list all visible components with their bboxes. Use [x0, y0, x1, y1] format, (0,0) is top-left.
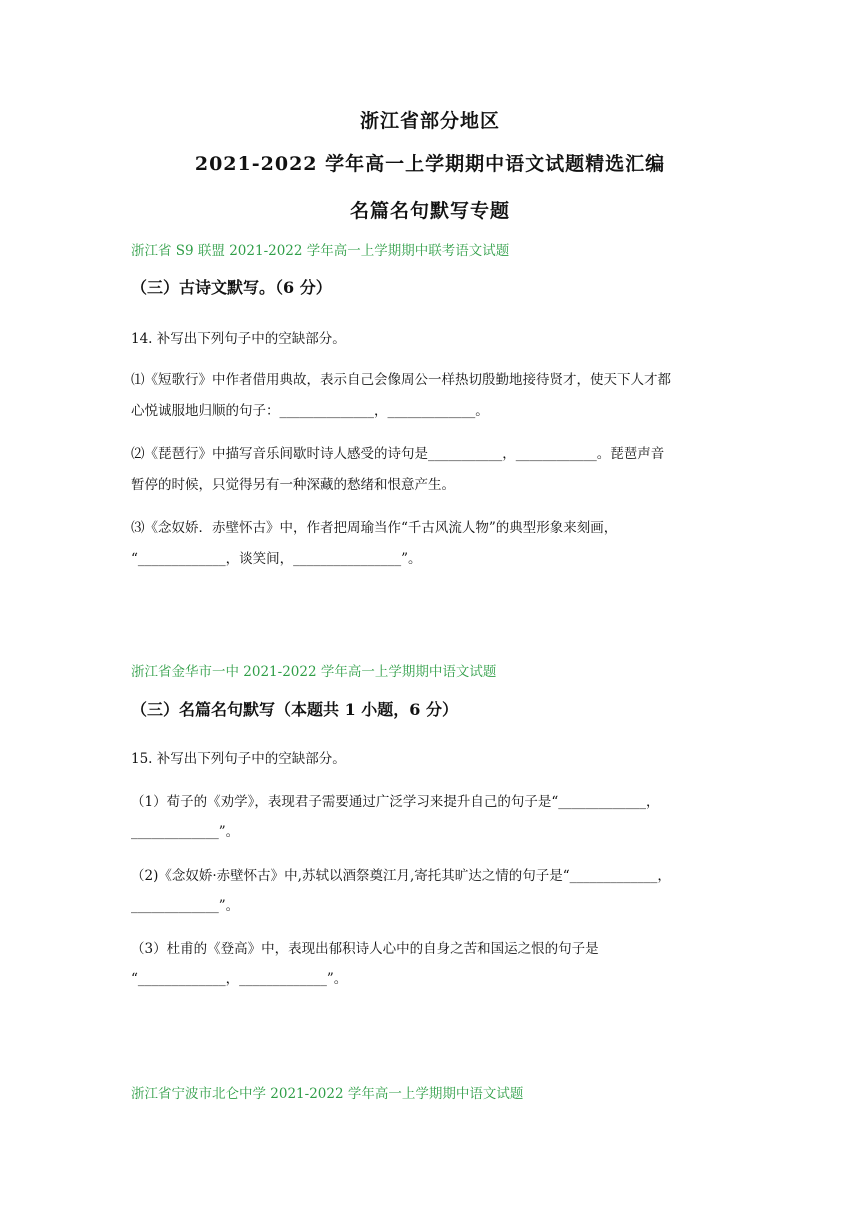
section-heading: （三）名篇名句默写（本题共 1 小题，6 分）	[131, 700, 458, 719]
question-14-item-1-line-1: ⑴《短歌行》中作者借用典故，表示自己会像周公一样热切殷勤地接待贤才，使天下人才都	[131, 372, 671, 388]
section-source-beilun: 浙江省宁波市北仑中学 2021-2022 学年高一上学期期中语文试题	[131, 1086, 524, 1102]
section-source-jinhua: 浙江省金华市一中 2021-2022 学年高一上学期期中语文试题	[131, 664, 497, 680]
question-15-item-1-line-1: （1）荀子的《劝学》，表现君子需要通过广泛学习来提升自己的句子是“_____________，	[131, 794, 660, 810]
question-14-item-3-line-2: “_____________，谈笑间，________________”。	[131, 551, 422, 567]
question-14-prompt: 14. 补写出下列句子中的空缺部分。	[131, 331, 346, 347]
question-15-item-2-line-2: _____________”。	[131, 898, 240, 914]
section-source-s9: 浙江省 S9 联盟 2021-2022 学年高一上学期期中联考语文试题	[131, 243, 510, 259]
doc-title-topic: 名篇名句默写专题	[349, 200, 510, 222]
question-15-prompt: 15. 补写出下列句子中的空缺部分。	[131, 751, 346, 767]
doc-title-main: 2021-2022 学年高一上学期期中语文试题精选汇编	[194, 153, 666, 175]
question-14-item-3-line-1: ⑶《念奴娇．赤壁怀古》中，作者把周瑜当作“千古风流人物”的典型形象来刻画，	[131, 520, 618, 536]
question-14-item-1-line-2: 心悦诚服地归顺的句子：______________，_____________。	[131, 403, 489, 419]
question-15-item-1-line-2: _____________”。	[131, 824, 240, 840]
question-15-item-2-line-1: （2)《念奴娇·赤壁怀古》中,苏轼以酒祭奠江月,寄托其旷达之情的句子是“_____________，	[131, 868, 671, 884]
question-14-item-2-line-1: ⑵《琵琶行》中描写音乐间歇时诗人感受的诗句是___________，____________。琵琶声音	[131, 446, 665, 462]
question-15-item-3-line-2: “_____________，_____________”。	[131, 971, 348, 987]
doc-title-region: 浙江省部分地区	[359, 110, 500, 132]
question-15-item-3-line-1: （3）杜甫的《登高》中，表现出郁积诗人心中的自身之苦和国运之恨的句子是	[131, 941, 599, 957]
question-14-item-2-line-2: 暂停的时候，只觉得另有一种深藏的愁绪和恨意产生。	[131, 477, 455, 493]
section-heading: （三）古诗文默写。（6 分）	[131, 278, 332, 297]
